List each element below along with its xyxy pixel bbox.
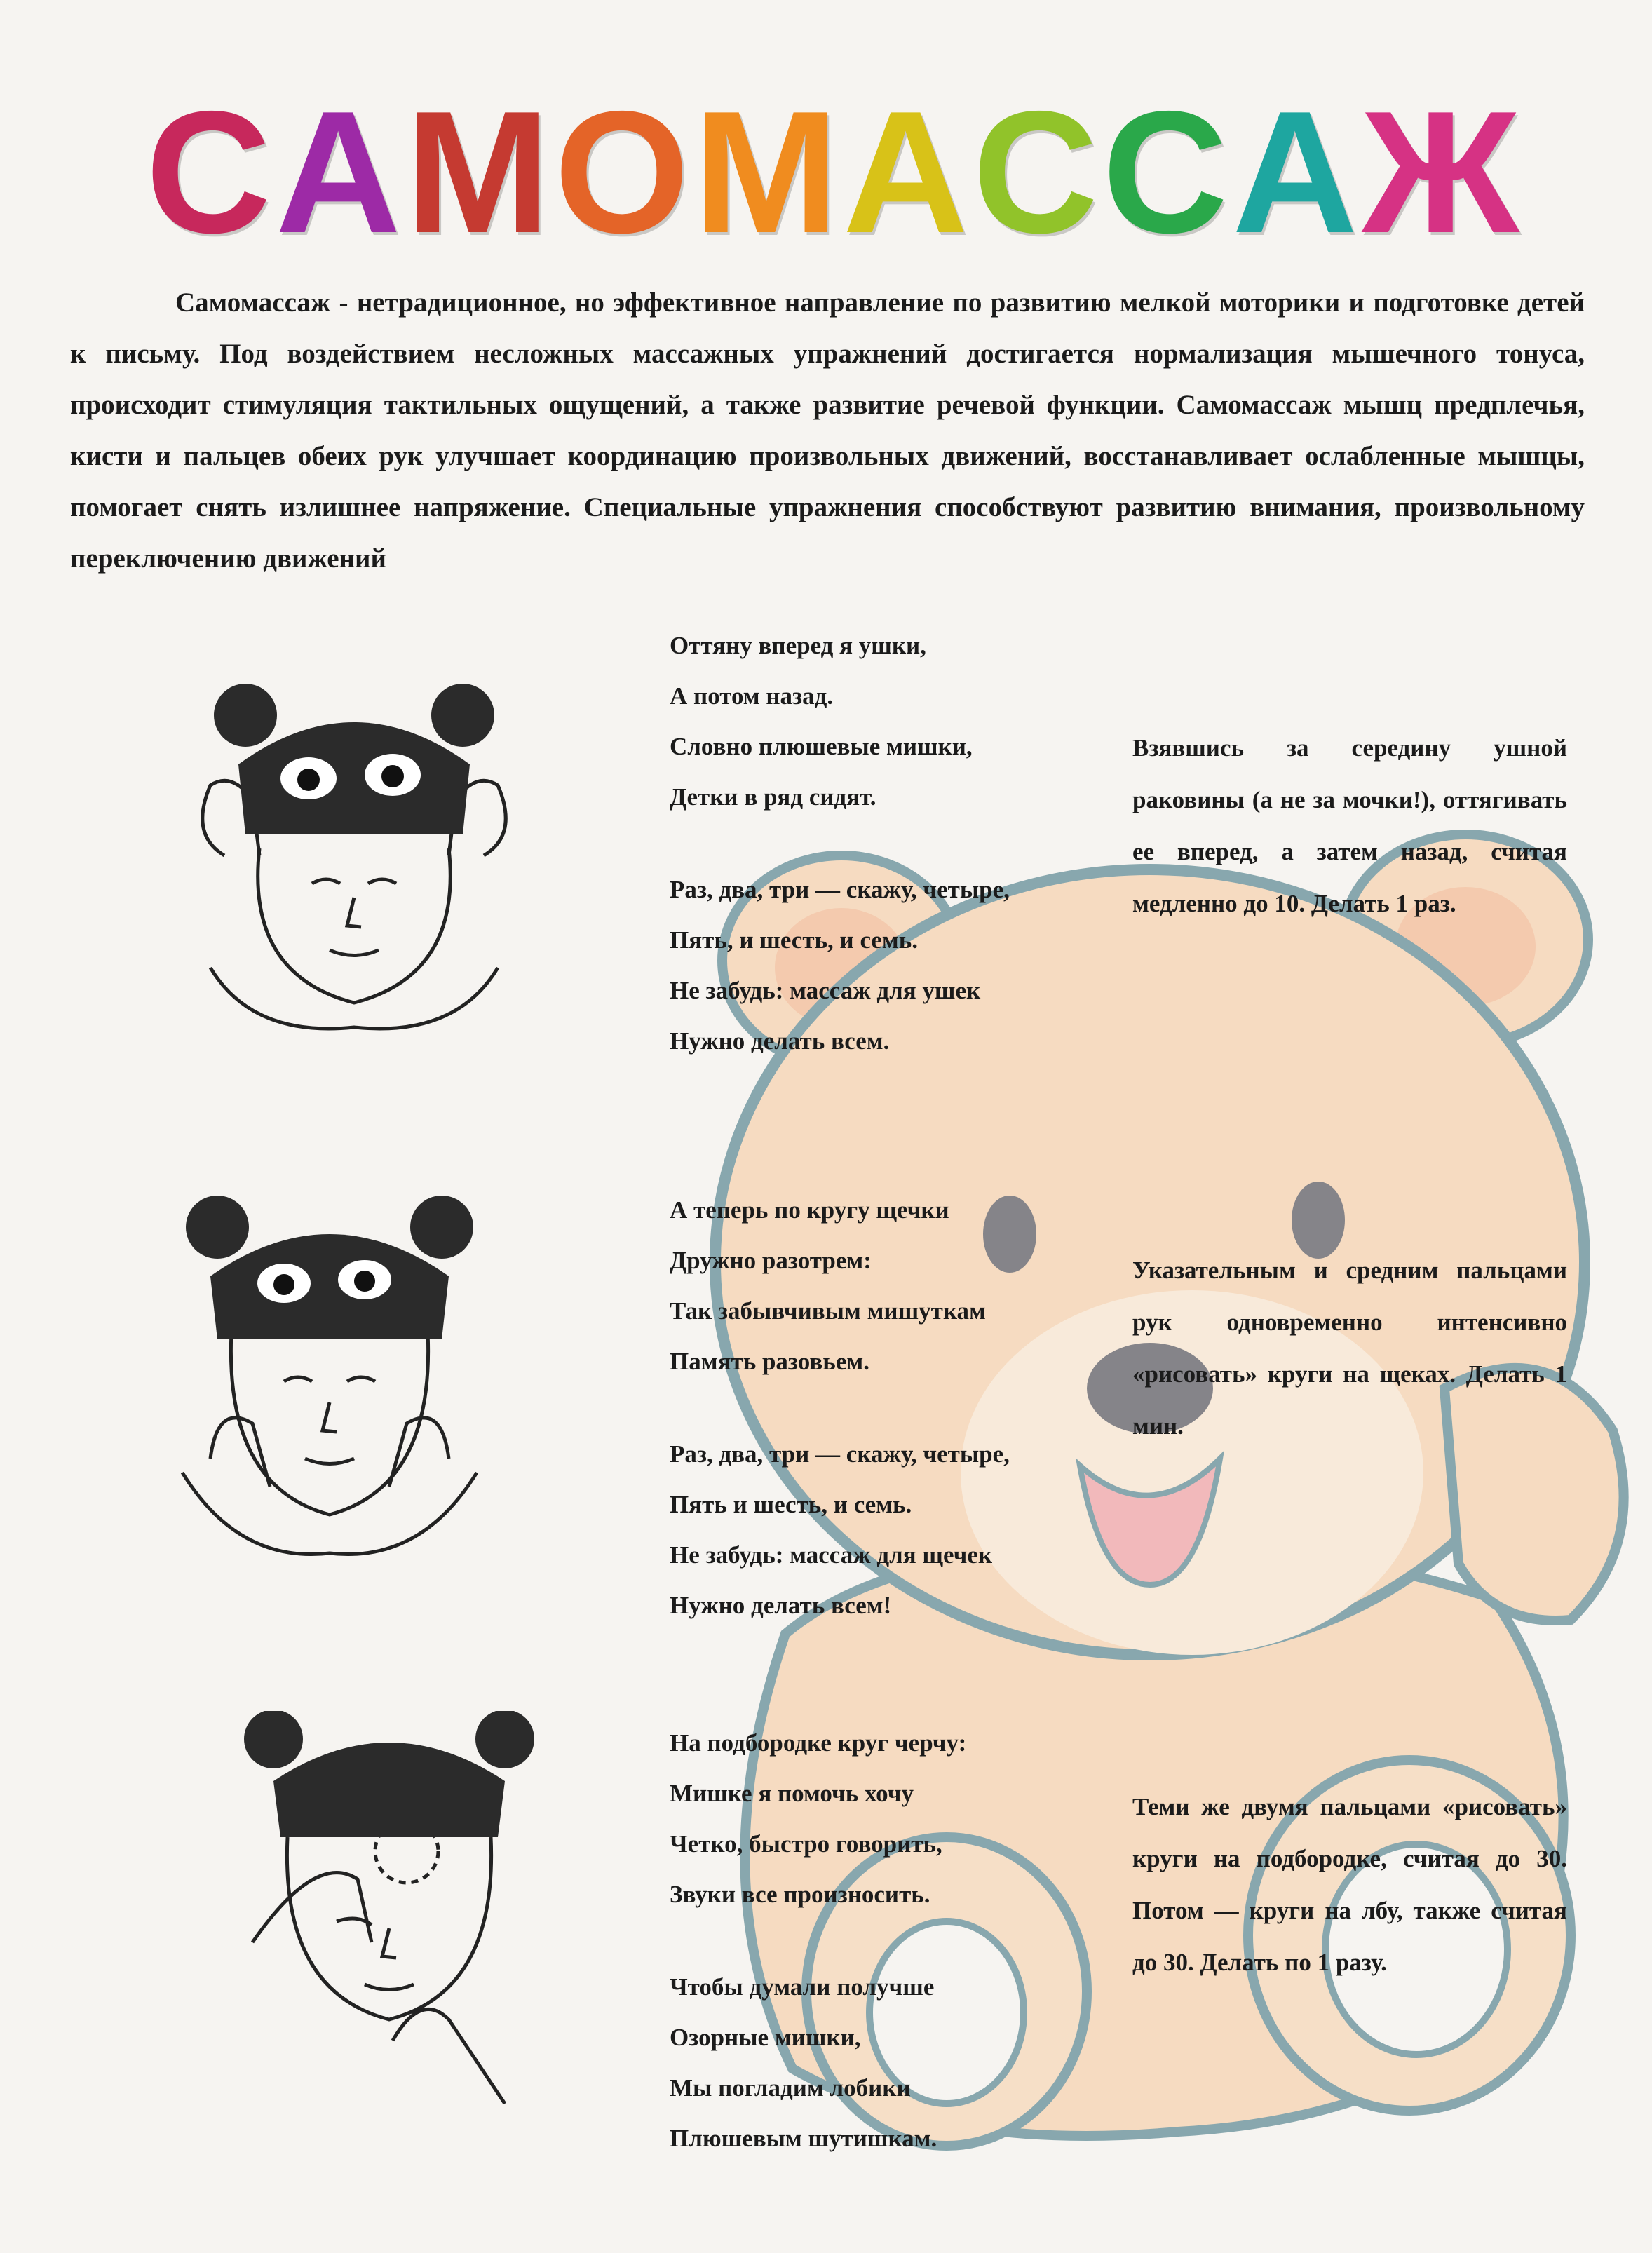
poem-chin-forehead xyxy=(670,1718,1160,2206)
poem-line: Не забудь: массаж для щечек xyxy=(670,1541,993,1569)
child-pulling-ears-illustration xyxy=(168,673,540,1038)
poem-line: Мишке я помочь хочу xyxy=(670,1780,914,1807)
title-letter: А xyxy=(842,74,973,269)
intro-paragraph: Самомассаж - нетрадиционное, но эффективное направление по развитию мелкой моторики и подготовке детей к письму. Под воздействием несложных массажных упражнений достигается нормализация мышечного тонуса, происходит стимуляция тактильных ощущений, а также развитие речевой функции. Самомассаж мышц предплечья, кисти и пальцев обеих рук улучшает координацию произвольных движений, восстанавливает ослабленные мышцы, помогает снять излишнее напряжение. Специальные упражнения способствуют развитию внимания, произвольному переключению движений xyxy=(70,287,1585,574)
poem-line: А потом назад. xyxy=(670,682,834,710)
poem-stanza xyxy=(670,865,1160,1067)
title-letter: А xyxy=(275,74,405,269)
poem-line: Нужно делать всем! xyxy=(670,1592,892,1619)
poem-line: Озорные мишки, xyxy=(670,2024,861,2051)
poem-stanza xyxy=(670,1429,1160,1631)
poem-line: Дружно разотрем: xyxy=(670,1247,872,1274)
title-letter: М xyxy=(405,74,555,269)
poem-line: Чтобы думали получше xyxy=(670,1973,935,2001)
poem-line: Звуки все произносить. xyxy=(670,1881,930,1908)
instruction-cheeks: Указательным и средним пальцами рук одновременно интенсивно «рисовать» круги на щеках. Делать 1 мин. xyxy=(1132,1257,1567,1440)
poem-line: Раз, два, три — скажу, четыре, xyxy=(670,876,1010,903)
title-letter: С xyxy=(1102,74,1233,269)
poem-line: Оттяну вперед я ушки, xyxy=(670,632,926,659)
title-letter: А xyxy=(1232,74,1362,269)
poem-line: Мы погладим лобики xyxy=(670,2074,911,2102)
poem-line: А теперь по кругу щечки xyxy=(670,1196,949,1224)
instruction-ears: Взявшись за середину ушной раковины (а не за мочки!), оттягивать ее вперед, а затем назад, считая медленно до 10. Делать 1 раз. xyxy=(1132,734,1567,917)
title-letter: Ж xyxy=(1362,74,1524,269)
poem-stanza xyxy=(670,621,1160,823)
poem-line: На подбородке круг черчу: xyxy=(670,1729,967,1757)
poem-line: Пять, и шесть, и семь. xyxy=(670,926,919,954)
poem-line: Пять и шесть, и семь. xyxy=(670,1491,912,1518)
poem-cheeks xyxy=(670,1185,1160,1673)
poem-line: Нужно делать всем. xyxy=(670,1027,890,1055)
poem-stanza xyxy=(670,1718,1160,1920)
poem-stanza xyxy=(670,1185,1160,1387)
title-letter: М xyxy=(693,74,843,269)
poem-ears xyxy=(670,621,1160,1109)
poem-line: Так забывчивым мишуткам xyxy=(670,1297,986,1325)
poem-line: Детки в ряд сидят. xyxy=(670,783,876,811)
title-letter: О xyxy=(554,74,694,269)
poem-line: Не забудь: массаж для ушек xyxy=(670,977,981,1004)
poem-line: Четко, быстро говорить, xyxy=(670,1830,942,1858)
poem-line: Плюшевым шутишкам. xyxy=(670,2125,937,2152)
poem-stanza xyxy=(670,1962,1160,2164)
child-rubbing-cheeks-illustration xyxy=(133,1192,526,1564)
title-letter: С xyxy=(972,74,1103,269)
child-massaging-chin-illustration xyxy=(210,1711,575,2104)
poem-line: Словно плюшевые мишки, xyxy=(670,733,973,760)
page-title xyxy=(84,74,1585,269)
poem-line: Раз, два, три — скажу, четыре, xyxy=(670,1440,1010,1468)
poem-line: Память разовьем. xyxy=(670,1348,869,1375)
instruction-chin-forehead: Теми же двумя пальцами «рисовать» круги на подбородке, считая до 30. Потом — круги на лбу, также считая до 30. Делать по 1 разу. xyxy=(1132,1793,1567,1976)
title-letter: С xyxy=(145,74,276,269)
